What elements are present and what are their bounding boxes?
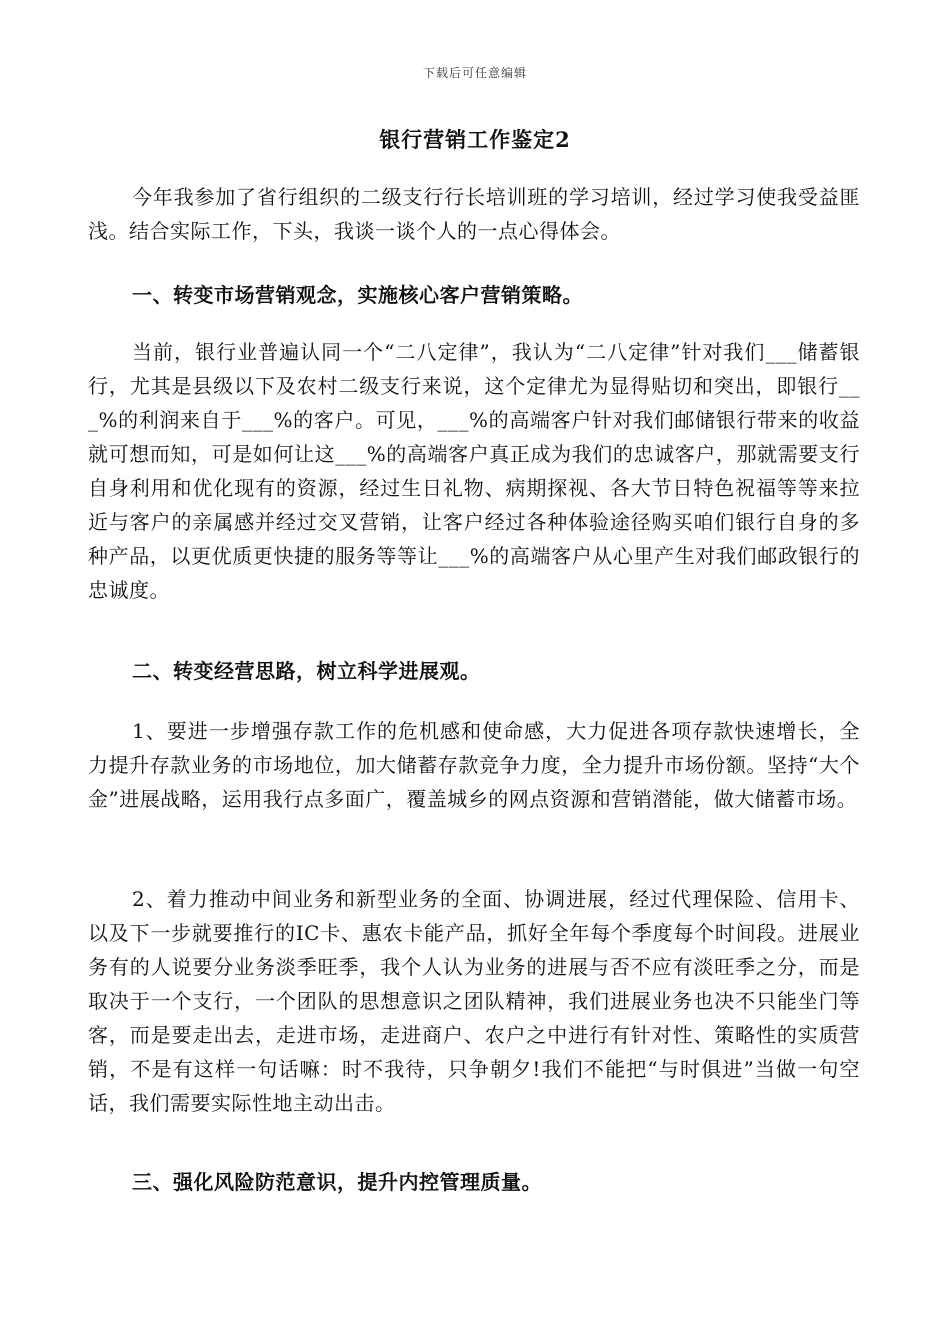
document-title: 银行营销工作鉴定2	[379, 127, 571, 152]
section-heading-3: 三、强化风险防范意识，提升内控管理质量。	[132, 1170, 542, 1194]
section2-item-1: 1、要进一步增强存款工作的危机感和使命感，大力促进各项存款快速增长，全力提升存款业务的市场地位，加大储蓄存款竞争力度，全力提升市场份额。坚持“大个金”进展战略，运用我行点多面广，覆盖城乡的网点资源和营销潜能，做大储蓄市场。	[88, 719, 860, 811]
section-heading-2: 二、转变经营思路，树立科学进展观。	[132, 659, 481, 683]
section-heading-1: 一、转变市场营销观念，实施核心客户营销策略。	[132, 283, 583, 307]
header-note: 下载后可任意编辑	[422, 66, 527, 80]
section2-item-2: 2、着力推动中间业务和新型业务的全面、协调进展，经过代理保险、信用卡、以及下一步就要推行的IC卡、惠农卡能产品，抓好全年每个季度每个时间段。进展业务有的人说要分业务淡季旺季，我个人认为业务的进展与否不应有淡旺季之分，而是取决于一个支行，一个团队的思想意识之团队精神，我们进展业务也决不只能坐门等客，而是要走出去，走进市场，走进商户、农户之中进行有针对性、策略性的实质营销，不是有这样一句话嘛：时不我待，只争朝夕!我们不能把“与时俱进”当做一句空话，我们需要实际性地主动出击。	[88, 887, 860, 1115]
intro-paragraph: 今年我参加了省行组织的二级支行行长培训班的学习培训，经过学习使我受益匪浅。结合实际工作，下头，我谈一谈个人的一点心得体会。	[88, 185, 860, 243]
section1-paragraph: 当前，银行业普遍认同一个“二八定律”，我认为“二八定律”针对我们___储蓄银行，尤其是县级以下及农村二级支行来说，这个定律尤为显得贴切和突出，即银行___%的利润来自于___%的客户。可见，___%的高端客户针对我们邮储银行带来的收益就可想而知，可是如何让这___%的高端客户真正成为我们的忠诚客户，那就需要支行自身利用和优化现有的资源，经过生日礼物、病期探视、各大节日特色祝福等等来拉近与客户的亲属感并经过交叉营销，让客户经过各种体验途径购买咱们银行自身的多种产品，以更优质更快捷的服务等等让___%的高端客户从心里产生对我们邮政银行的忠诚度。	[88, 340, 860, 602]
